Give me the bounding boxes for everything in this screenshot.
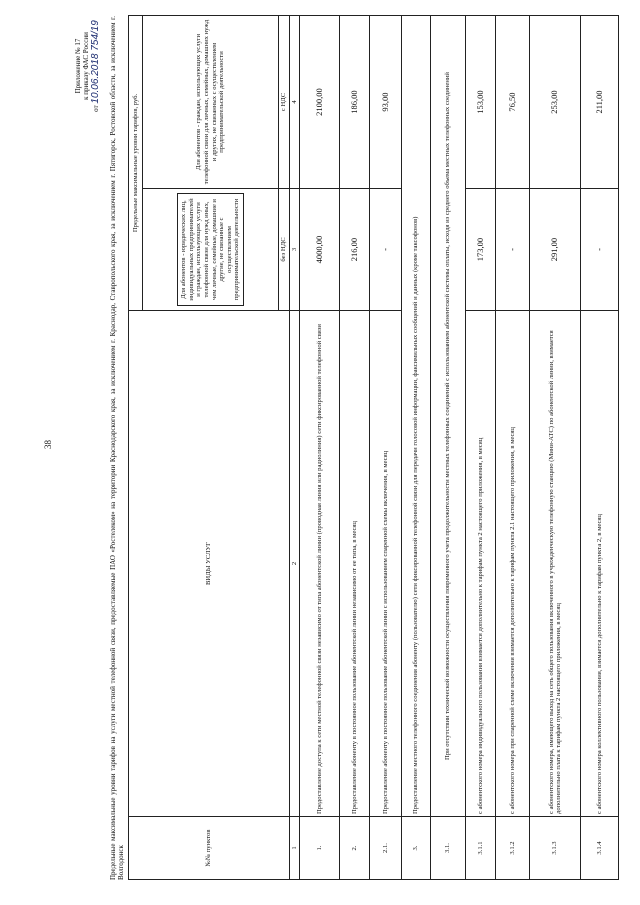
- row-value-with-vat: 76,50: [496, 16, 530, 189]
- row-text: Предоставление абоненту в постоянное пользование абонентской линии с использованием спаренной схемы включения, в месяц: [370, 311, 402, 817]
- row-value-with-vat: 153,00: [466, 16, 496, 189]
- group-business: Для абонентов - юридических лиц, индивидуальных предпринимателей и граждан, использующих услуги телефонной связи для нужд иных, чем личные, семейные, домашние и другие, не связанные с осуществлением предпринимательской деятельности: [177, 193, 244, 306]
- row-text: Предоставление местного телефонного соединения абоненту (пользователю) сети фиксированной телефонной связи для передачи голосовой информации, факсимильных сообщений и данных (кроме таксофонов): [402, 16, 431, 817]
- row-value-no-vat: -: [496, 189, 530, 311]
- row-value-with-vat: 211,00: [581, 16, 619, 189]
- levels-header: Предельные максимальные уровни тарифов, руб.: [129, 16, 143, 311]
- row-num: 2.: [340, 817, 370, 880]
- row-value-no-vat: 173,00: [466, 189, 496, 311]
- table-row: [466, 16, 496, 880]
- no-vat-label: без НДС: [279, 189, 290, 311]
- row-value-with-vat: 93,00: [370, 16, 402, 189]
- handwritten-date-signature: 10.06.2018 754/19: [90, 20, 102, 104]
- page-number: 38: [43, 440, 53, 449]
- row-value-with-vat: 253,00: [530, 16, 581, 189]
- table-header-row: [129, 16, 143, 880]
- order-label: к приказу ФАС России: [82, 32, 91, 100]
- row-text: с абонентского номера, имеющего выход на сеть общего пользования включенного в учрежденческую телефонную станцию (Мини-АТС) по абонентской линии, взимается дополнительно плата к тарифам пункта 2 настоящего приложения, в месяц: [530, 311, 581, 817]
- rotated-document: [70, 16, 604, 886]
- row-value-with-vat: 2100,00: [300, 16, 340, 189]
- row-num: 3.: [402, 817, 431, 880]
- document-title: Предельные максимальные уровни тарифов на услуги местной телефонной связи, предоставляемые ПАО «Ростелеком» на территории Краснодарского края, за исключением г. Краснодар, Ставропольского края, за исключением г. Пятигорск, Ростовской области, за исключением г. Волгодонск: [109, 16, 126, 880]
- row-text: При отсутствии технической возможности осуществления повременного учета продолжительности местных телефонных соединений с использованием абонентской системы оплаты, исходя из среднего объема местных телефонных соединений: [431, 16, 466, 817]
- row-value-no-vat: -: [370, 189, 402, 311]
- column-index-row: [289, 16, 300, 880]
- date-prefix: от: [92, 105, 101, 112]
- table-row: [300, 16, 340, 880]
- row-num: 3.1.2: [496, 817, 530, 880]
- tariff-table: [128, 15, 619, 880]
- table-row: [431, 16, 466, 880]
- row-text: Предоставление доступа к сети местной телефонной связи независимо от типа абонентской линии (проводная линия или радиолиния) сети фиксированной телефонной связи: [300, 311, 340, 817]
- row-text: с абонентского номера индивидуального пользования взимается дополнительно к тарифам пункта 2 настоящего приложения, в месяц: [466, 311, 496, 817]
- table-row: [581, 16, 619, 880]
- services-header: ВИДЫ УСЛУГ: [129, 311, 290, 817]
- row-value-no-vat: 291,00: [530, 189, 581, 311]
- group-business-cell: [143, 189, 279, 311]
- num-header: №№ пунктов: [129, 817, 290, 880]
- row-text: с абонентского номера коллективного пользования, взимается дополнительно к тарифам пункта 2, в месяц: [581, 311, 619, 817]
- row-value-no-vat: 216,00: [340, 189, 370, 311]
- row-num: 3.1.4: [581, 817, 619, 880]
- row-num: 1.: [300, 817, 340, 880]
- row-num: 2.1.: [370, 817, 402, 880]
- row-value-with-vat: 186,00: [340, 16, 370, 189]
- row-num: 3.1.1: [466, 817, 496, 880]
- appendix-header: [74, 16, 102, 116]
- column-index: 3: [289, 189, 300, 311]
- table-row: [530, 16, 581, 880]
- row-text: Предоставление абоненту в постоянное пользование абонентской линии независимо от ее типа, в месяц: [340, 311, 370, 817]
- row-num: 3.1.: [431, 817, 466, 880]
- column-index: 2: [289, 311, 300, 817]
- column-index: 4: [289, 16, 300, 189]
- order-date: [90, 16, 102, 116]
- row-value-no-vat: -: [581, 189, 619, 311]
- column-index: 1: [289, 817, 300, 880]
- table-row: [340, 16, 370, 880]
- group-personal: Для абонентов - граждан, использующих услуги телефонной связи для личных, семейных, домашних нужд и других, не связанных с осуществлением предпринимательской деятельности: [143, 16, 279, 189]
- appendix-label: Приложение № 17: [74, 38, 82, 94]
- table-row: [370, 16, 402, 880]
- row-value-no-vat: 4000,00: [300, 189, 340, 311]
- table-row: [402, 16, 431, 880]
- row-num: 3.1.3: [530, 817, 581, 880]
- row-text: с абонентского номера при спаренной схеме включения взимается дополнительно к тарифам пункта 2.1 настоящего приложения, в месяц: [496, 311, 530, 817]
- table-row: [496, 16, 530, 880]
- with-vat-label: с НДС: [279, 16, 290, 189]
